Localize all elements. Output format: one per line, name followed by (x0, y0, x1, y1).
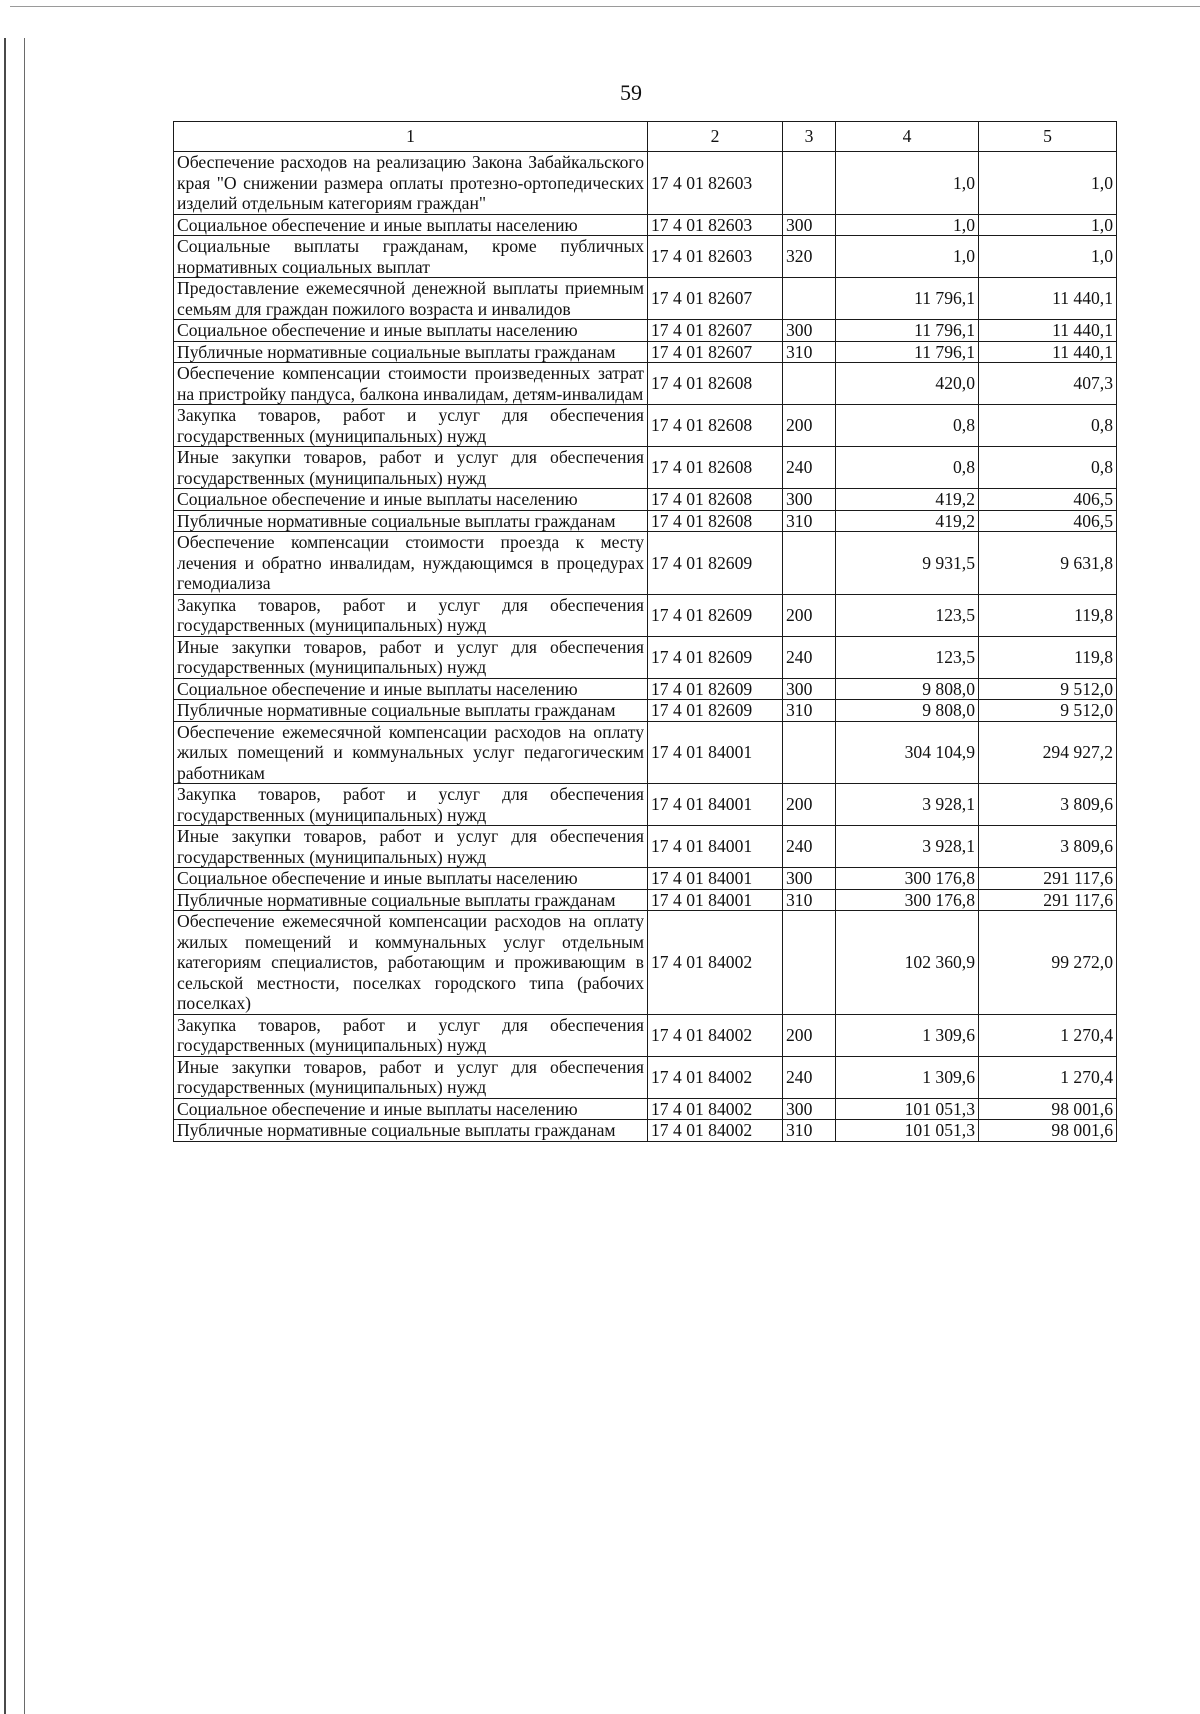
row-expense-type-cell: 200 (783, 1014, 836, 1056)
row-expense-type-cell: 200 (783, 784, 836, 826)
row-code-cell: 17 4 01 82609 (648, 700, 783, 722)
row-name-cell: Публичные нормативные социальные выплаты гражданам (174, 341, 648, 363)
row-amount-col5-cell: 3 809,6 (979, 784, 1117, 826)
row-name-cell: Публичные нормативные социальные выплаты гражданам (174, 700, 648, 722)
table-row (174, 447, 1117, 489)
row-code-cell: 17 4 01 84002 (648, 1120, 783, 1142)
row-amount-col5-cell: 1 270,4 (979, 1014, 1117, 1056)
row-amount-col4-cell: 1 309,6 (836, 1056, 979, 1098)
row-expense-type-cell (783, 532, 836, 595)
row-amount-col5-cell: 98 001,6 (979, 1098, 1117, 1120)
table-row (174, 341, 1117, 363)
row-name-cell: Социальное обеспечение и иные выплаты населению (174, 489, 648, 511)
row-code-cell: 17 4 01 82603 (648, 152, 783, 215)
row-amount-col4-cell: 419,2 (836, 489, 979, 511)
row-amount-col5-cell: 1,0 (979, 236, 1117, 278)
row-name-cell: Иные закупки товаров, работ и услуг для обеспечения государственных (муниципальных) нужд (174, 826, 648, 868)
table-row (174, 405, 1117, 447)
row-code-cell: 17 4 01 82608 (648, 363, 783, 405)
row-code-cell: 17 4 01 84002 (648, 1098, 783, 1120)
row-amount-col5-cell: 291 117,6 (979, 889, 1117, 911)
row-amount-col4-cell: 11 796,1 (836, 341, 979, 363)
row-name-cell: Социальное обеспечение и иные выплаты населению (174, 1098, 648, 1120)
row-expense-type-cell: 310 (783, 1120, 836, 1142)
row-code-cell: 17 4 01 82608 (648, 510, 783, 532)
row-code-cell: 17 4 01 84002 (648, 911, 783, 1015)
table-row (174, 826, 1117, 868)
table-row (174, 636, 1117, 678)
row-name-cell: Обеспечение ежемесячной компенсации расходов на оплату жилых помещений и коммунальных услуг отдельным категориям специалистов, работающим и проживающим в сельской местности, поселках городского типа (рабочих поселках) (174, 911, 648, 1015)
row-code-cell: 17 4 01 82607 (648, 320, 783, 342)
row-name-cell: Социальное обеспечение и иные выплаты населению (174, 678, 648, 700)
row-code-cell: 17 4 01 84002 (648, 1014, 783, 1056)
page-number: 59 (620, 80, 642, 105)
row-name-cell: Социальное обеспечение и иные выплаты населению (174, 868, 648, 890)
row-expense-type-cell: 240 (783, 447, 836, 489)
row-code-cell: 17 4 01 82603 (648, 236, 783, 278)
row-code-cell: 17 4 01 82609 (648, 678, 783, 700)
row-expense-type-cell (783, 911, 836, 1015)
table-row (174, 214, 1117, 236)
table-row (174, 721, 1117, 784)
table-row (174, 1056, 1117, 1098)
table-row (174, 278, 1117, 320)
table-row (174, 868, 1117, 890)
row-code-cell: 17 4 01 84001 (648, 826, 783, 868)
row-code-cell: 17 4 01 82608 (648, 447, 783, 489)
row-code-cell: 17 4 01 84001 (648, 784, 783, 826)
row-amount-col4-cell: 9 808,0 (836, 678, 979, 700)
row-amount-col4-cell: 9 808,0 (836, 700, 979, 722)
table-row (174, 236, 1117, 278)
row-name-cell: Социальное обеспечение и иные выплаты населению (174, 320, 648, 342)
table-row (174, 678, 1117, 700)
row-amount-col4-cell: 304 104,9 (836, 721, 979, 784)
row-amount-col5-cell: 1,0 (979, 214, 1117, 236)
row-name-cell: Иные закупки товаров, работ и услуг для обеспечения государственных (муниципальных) нужд (174, 447, 648, 489)
table-row (174, 594, 1117, 636)
header-row (174, 122, 1117, 152)
row-name-cell: Публичные нормативные социальные выплаты гражданам (174, 889, 648, 911)
row-code-cell: 17 4 01 82608 (648, 405, 783, 447)
row-expense-type-cell: 300 (783, 678, 836, 700)
row-name-cell: Социальное обеспечение и иные выплаты населению (174, 214, 648, 236)
row-amount-col4-cell: 420,0 (836, 363, 979, 405)
table-row (174, 1014, 1117, 1056)
row-expense-type-cell: 300 (783, 868, 836, 890)
row-amount-col5-cell: 9 512,0 (979, 678, 1117, 700)
row-amount-col5-cell: 99 272,0 (979, 911, 1117, 1015)
row-amount-col5-cell: 9 631,8 (979, 532, 1117, 595)
table-row (174, 784, 1117, 826)
row-name-cell: Иные закупки товаров, работ и услуг для обеспечения государственных (муниципальных) нужд (174, 1056, 648, 1098)
row-name-cell: Обеспечение компенсации стоимости проезда к месту лечения и обратно инвалидам, нуждающимся в процедурах гемодиализа (174, 532, 648, 595)
row-amount-col4-cell: 1 309,6 (836, 1014, 979, 1056)
row-expense-type-cell (783, 278, 836, 320)
row-amount-col5-cell: 407,3 (979, 363, 1117, 405)
row-code-cell: 17 4 01 84002 (648, 1056, 783, 1098)
row-amount-col4-cell: 1,0 (836, 152, 979, 215)
row-amount-col5-cell: 1,0 (979, 152, 1117, 215)
row-code-cell: 17 4 01 84001 (648, 721, 783, 784)
row-amount-col5-cell: 11 440,1 (979, 320, 1117, 342)
row-name-cell: Закупка товаров, работ и услуг для обеспечения государственных (муниципальных) нужд (174, 1014, 648, 1056)
table-row (174, 320, 1117, 342)
header-col-5: 5 (979, 122, 1117, 152)
row-amount-col5-cell: 406,5 (979, 510, 1117, 532)
table-row (174, 363, 1117, 405)
row-amount-col5-cell: 119,8 (979, 594, 1117, 636)
row-expense-type-cell: 310 (783, 510, 836, 532)
row-expense-type-cell: 310 (783, 700, 836, 722)
row-code-cell: 17 4 01 82607 (648, 341, 783, 363)
row-amount-col4-cell: 9 931,5 (836, 532, 979, 595)
header-col-2: 2 (648, 122, 783, 152)
row-amount-col5-cell: 3 809,6 (979, 826, 1117, 868)
row-name-cell: Обеспечение ежемесячной компенсации расходов на оплату жилых помещений и коммунальных услуг педагогическим работникам (174, 721, 648, 784)
row-expense-type-cell (783, 152, 836, 215)
row-amount-col4-cell: 3 928,1 (836, 784, 979, 826)
row-amount-col5-cell: 9 512,0 (979, 700, 1117, 722)
row-amount-col4-cell: 101 051,3 (836, 1098, 979, 1120)
row-expense-type-cell: 310 (783, 341, 836, 363)
budget-table-body (174, 152, 1117, 1142)
row-name-cell: Публичные нормативные социальные выплаты гражданам (174, 1120, 648, 1142)
table-row (174, 1120, 1117, 1142)
row-amount-col4-cell: 0,8 (836, 447, 979, 489)
row-name-cell: Иные закупки товаров, работ и услуг для обеспечения государственных (муниципальных) нужд (174, 636, 648, 678)
row-amount-col4-cell: 300 176,8 (836, 868, 979, 890)
row-amount-col4-cell: 11 796,1 (836, 278, 979, 320)
row-code-cell: 17 4 01 82608 (648, 489, 783, 511)
row-name-cell: Обеспечение расходов на реализацию Закона Забайкальского края "О снижении размера оплаты протезно-ортопедических изделий отдельным категориям граждан" (174, 152, 648, 215)
row-code-cell: 17 4 01 82609 (648, 532, 783, 595)
row-expense-type-cell: 240 (783, 1056, 836, 1098)
scan-top-edge-line (10, 6, 1200, 7)
row-name-cell: Закупка товаров, работ и услуг для обеспечения государственных (муниципальных) нужд (174, 405, 648, 447)
row-amount-col5-cell: 119,8 (979, 636, 1117, 678)
row-name-cell: Публичные нормативные социальные выплаты гражданам (174, 510, 648, 532)
table-row (174, 152, 1117, 215)
row-expense-type-cell: 200 (783, 594, 836, 636)
row-name-cell: Закупка товаров, работ и услуг для обеспечения государственных (муниципальных) нужд (174, 594, 648, 636)
table-row (174, 510, 1117, 532)
table-row (174, 889, 1117, 911)
row-expense-type-cell: 200 (783, 405, 836, 447)
row-amount-col5-cell: 291 117,6 (979, 868, 1117, 890)
row-code-cell: 17 4 01 82607 (648, 278, 783, 320)
row-name-cell: Предоставление ежемесячной денежной выплаты приемным семьям для граждан пожилого возраста и инвалидов (174, 278, 648, 320)
row-code-cell: 17 4 01 82609 (648, 636, 783, 678)
budget-table-header (174, 122, 1117, 152)
row-expense-type-cell: 300 (783, 489, 836, 511)
row-amount-col4-cell: 0,8 (836, 405, 979, 447)
row-amount-col5-cell: 0,8 (979, 405, 1117, 447)
row-amount-col4-cell: 1,0 (836, 236, 979, 278)
row-amount-col4-cell: 300 176,8 (836, 889, 979, 911)
row-amount-col5-cell: 11 440,1 (979, 278, 1117, 320)
header-col-4: 4 (836, 122, 979, 152)
row-amount-col5-cell: 294 927,2 (979, 721, 1117, 784)
row-amount-col4-cell: 101 051,3 (836, 1120, 979, 1142)
row-amount-col4-cell: 11 796,1 (836, 320, 979, 342)
header-col-3: 3 (783, 122, 836, 152)
row-amount-col4-cell: 102 360,9 (836, 911, 979, 1015)
table-row (174, 489, 1117, 511)
scan-left-edge-line (4, 38, 6, 1714)
row-amount-col5-cell: 406,5 (979, 489, 1117, 511)
row-expense-type-cell (783, 363, 836, 405)
row-name-cell: Закупка товаров, работ и услуг для обеспечения государственных (муниципальных) нужд (174, 784, 648, 826)
row-code-cell: 17 4 01 84001 (648, 868, 783, 890)
row-amount-col5-cell: 98 001,6 (979, 1120, 1117, 1142)
table-row (174, 532, 1117, 595)
row-expense-type-cell: 240 (783, 636, 836, 678)
row-expense-type-cell: 300 (783, 320, 836, 342)
row-expense-type-cell (783, 721, 836, 784)
header-col-1: 1 (174, 122, 648, 152)
scan-left-margin-line (24, 38, 25, 1714)
row-amount-col4-cell: 123,5 (836, 636, 979, 678)
row-name-cell: Обеспечение компенсации стоимости произведенных затрат на пристройку пандуса, балкона инвалидам, детям-инвалидам (174, 363, 648, 405)
row-amount-col5-cell: 11 440,1 (979, 341, 1117, 363)
row-expense-type-cell: 300 (783, 214, 836, 236)
table-row (174, 911, 1117, 1015)
row-amount-col4-cell: 3 928,1 (836, 826, 979, 868)
table-row (174, 1098, 1117, 1120)
row-expense-type-cell: 310 (783, 889, 836, 911)
row-code-cell: 17 4 01 84001 (648, 889, 783, 911)
budget-table (173, 121, 1117, 1142)
row-amount-col5-cell: 0,8 (979, 447, 1117, 489)
row-amount-col4-cell: 419,2 (836, 510, 979, 532)
row-expense-type-cell: 320 (783, 236, 836, 278)
row-code-cell: 17 4 01 82609 (648, 594, 783, 636)
row-amount-col4-cell: 1,0 (836, 214, 979, 236)
row-expense-type-cell: 300 (783, 1098, 836, 1120)
row-expense-type-cell: 240 (783, 826, 836, 868)
row-amount-col5-cell: 1 270,4 (979, 1056, 1117, 1098)
row-name-cell: Социальные выплаты гражданам, кроме публичных нормативных социальных выплат (174, 236, 648, 278)
row-amount-col4-cell: 123,5 (836, 594, 979, 636)
row-code-cell: 17 4 01 82603 (648, 214, 783, 236)
table-row (174, 700, 1117, 722)
